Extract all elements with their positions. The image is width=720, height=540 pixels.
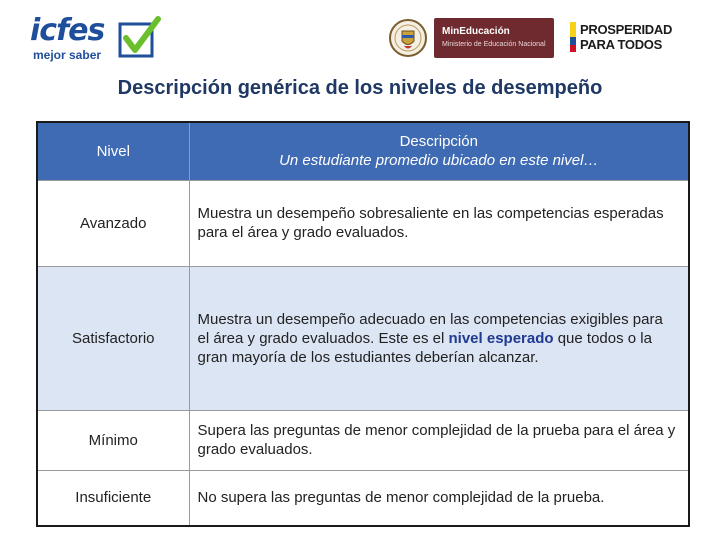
prosperidad-line2: PARA TODOS: [580, 37, 662, 52]
ministry-band: [434, 18, 554, 58]
level-name: Avanzado: [37, 180, 189, 266]
icfes-logo-tagline: mejor saber: [33, 48, 102, 62]
table-row: [37, 266, 689, 410]
performance-levels-table: [36, 121, 690, 527]
level-description: Muestra un desempeño sobresaliente en las competencias esperadas para el área y grado evaluados.: [189, 180, 689, 266]
level-name: Mínimo: [37, 410, 189, 470]
table-row: [37, 470, 689, 526]
page-title: Descripción genérica de los niveles de desempeño: [117, 77, 603, 99]
header-description-subtitle: Un estudiante promedio ubicado en este nivel…: [279, 152, 599, 170]
level-description-highlight: nivel esperado: [448, 329, 554, 347]
prosperidad-text: [580, 22, 672, 52]
colombia-flag-icon: [570, 22, 576, 52]
level-description-text: que todos o la gran mayoría de los estudiantes deberían alcanzar.: [197, 329, 652, 366]
prosperidad-line1: PROSPERIDAD: [580, 22, 673, 37]
prosperidad-logo: [570, 22, 692, 54]
table-header-row: [37, 122, 689, 180]
table-row: [37, 410, 689, 470]
header-level: Nivel: [37, 122, 189, 180]
ministry-name: MinEducación: [442, 26, 510, 37]
ministry-logo: [388, 18, 554, 58]
level-name: Satisfactorio: [37, 266, 189, 410]
checkmark-icon: [118, 16, 162, 60]
level-description: Supera las preguntas de menor complejidad de la prueba para el área y grado evaluados.: [189, 410, 689, 470]
table-row: [37, 180, 689, 266]
level-description-text: Muestra un desempeño adecuado en las competencias exigibles para el área y grado evaluados. Este es el: [197, 310, 663, 347]
level-description: [189, 266, 689, 410]
icfes-logo: [30, 14, 165, 66]
level-description: No supera las preguntas de menor complejidad de la prueba.: [189, 470, 689, 526]
coat-of-arms-icon: [388, 18, 428, 58]
header-description: [189, 122, 689, 180]
icfes-logo-word: icfes: [30, 13, 105, 48]
ministry-subtitle: Ministerio de Educación Nacional: [442, 41, 546, 48]
level-name: Insuficiente: [37, 470, 189, 526]
header-description-title: Descripción: [399, 133, 478, 151]
